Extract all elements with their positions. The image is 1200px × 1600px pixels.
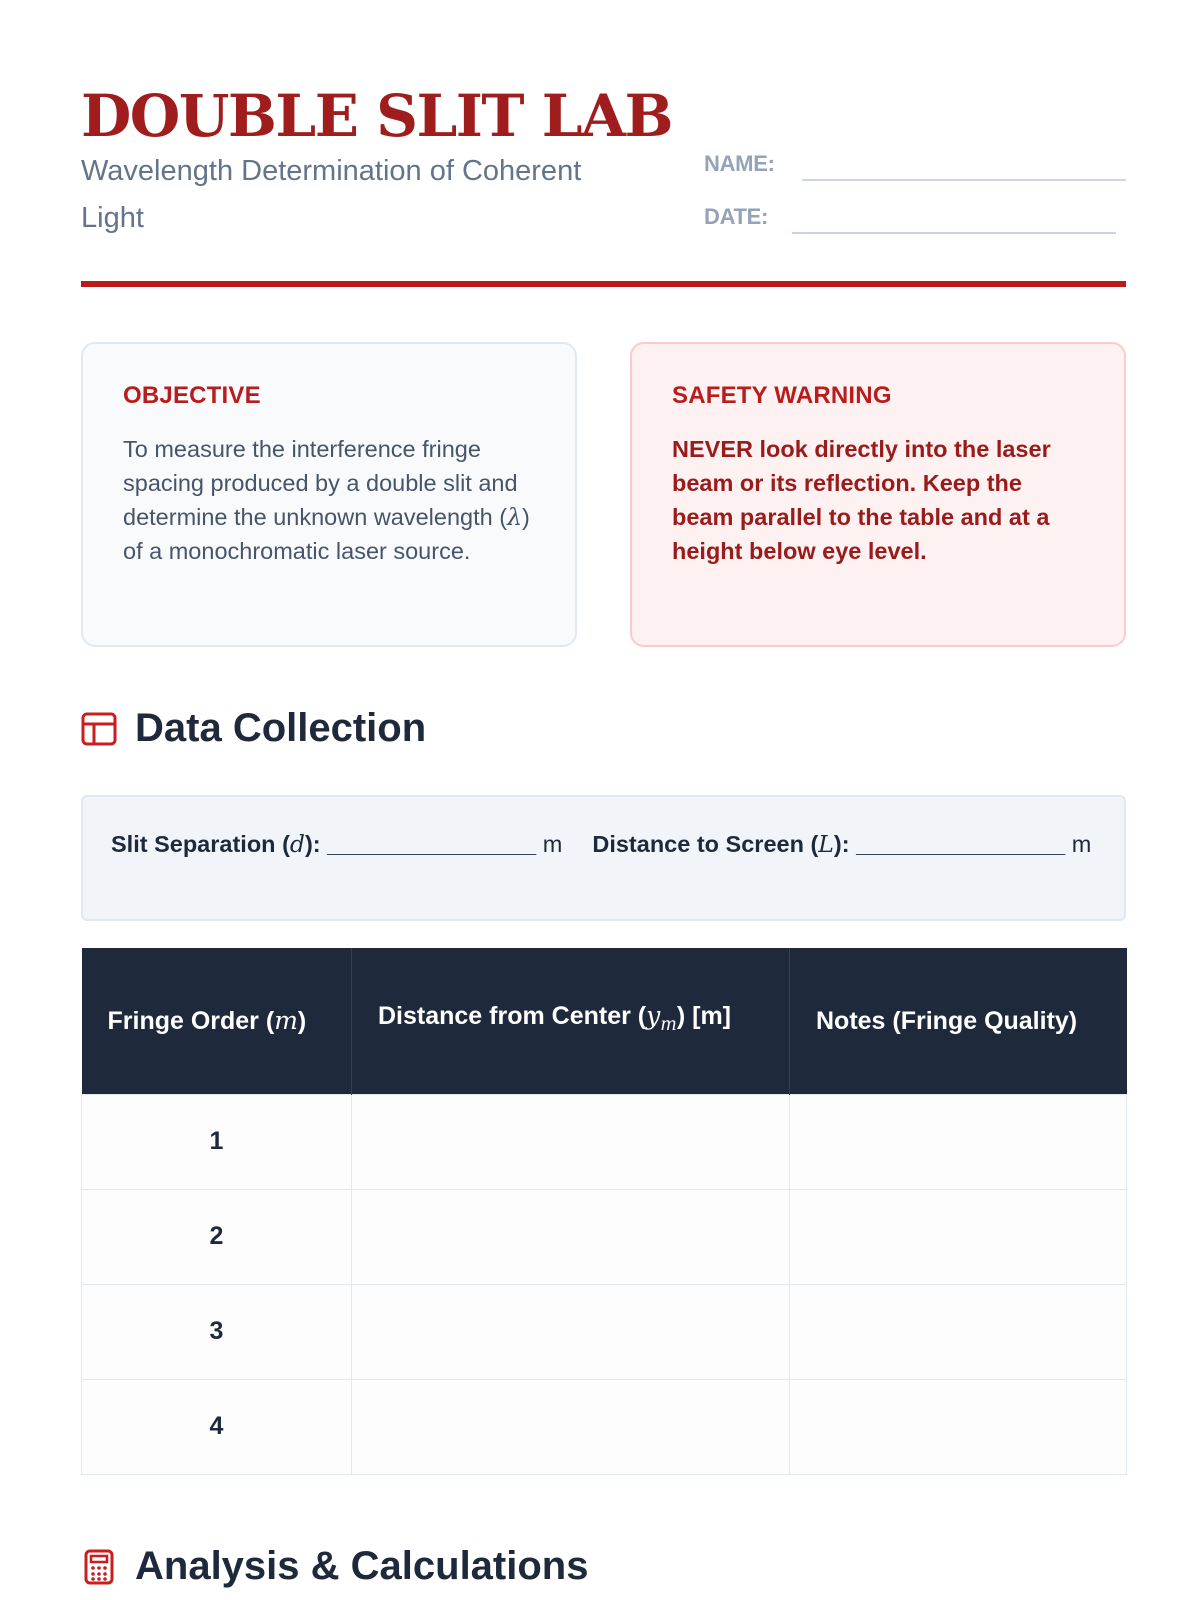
data-collection-heading [81,703,681,753]
safety-text: NEVER look directly into the laser beam or its reflection. Keep the beam parallel to the table and at a height below eye level. [672,436,1051,564]
notes-cell[interactable] [790,1094,1127,1189]
table-row [82,1379,1127,1474]
objective-box [81,342,577,647]
data-collection-title: Data Collection [135,706,427,750]
objective-text: To measure the interference fringe spacing produced by a double slit and determine the unknown wavelength (λ) of a monochromatic laser source. [123,436,530,564]
fringe-order-cell: 4 [82,1379,352,1474]
fringe-data-table [81,948,1127,1475]
table-icon [81,711,117,747]
fringe-order-cell: 1 [82,1094,352,1189]
screen-distance-field[interactable]: Distance to Screen (L): ________________ m [592,830,1092,858]
safety-warning-box [630,342,1126,647]
table-row [82,1189,1127,1284]
table-row [82,1094,1127,1189]
distance-cell[interactable] [352,1284,790,1379]
fringe-order-cell: 2 [82,1189,352,1284]
calculator-icon [81,1549,117,1585]
notes-cell[interactable] [790,1189,1127,1284]
distance-cell[interactable] [352,1379,790,1474]
date-line[interactable] [792,232,1116,234]
analysis-heading [81,1541,781,1591]
name-field[interactable] [704,143,1126,183]
page-title: DOUBLE SLIT LAB [81,82,673,150]
distance-cell[interactable] [352,1094,790,1189]
page-subtitle: Wavelength Determination of Coherent Light [81,155,582,234]
date-field[interactable] [704,196,1116,236]
name-line[interactable] [802,179,1126,181]
date-label: DATE: [704,204,769,229]
notes-cell[interactable] [790,1284,1127,1379]
constants-box [81,795,1126,921]
col-header-fringe-order: Fringe Order (m) [82,948,352,1094]
col-header-notes: Notes (Fringe Quality) [790,948,1127,1094]
table-header-row [82,948,1127,1094]
col-header-distance: Distance from Center $(y_m)$ [m] [352,948,790,1094]
distance-cell[interactable] [352,1189,790,1284]
objective-heading: OBJECTIVE [123,382,261,409]
notes-cell[interactable] [790,1379,1127,1474]
fringe-order-cell: 3 [82,1284,352,1379]
name-label: NAME: [704,151,775,176]
header-divider [81,281,1126,287]
table-row [82,1284,1127,1379]
safety-heading: SAFETY WARNING [672,382,892,409]
analysis-title: Analysis & Calculations [135,1544,589,1588]
slit-separation-field[interactable]: Slit Separation (d): ________________ m [111,830,563,858]
